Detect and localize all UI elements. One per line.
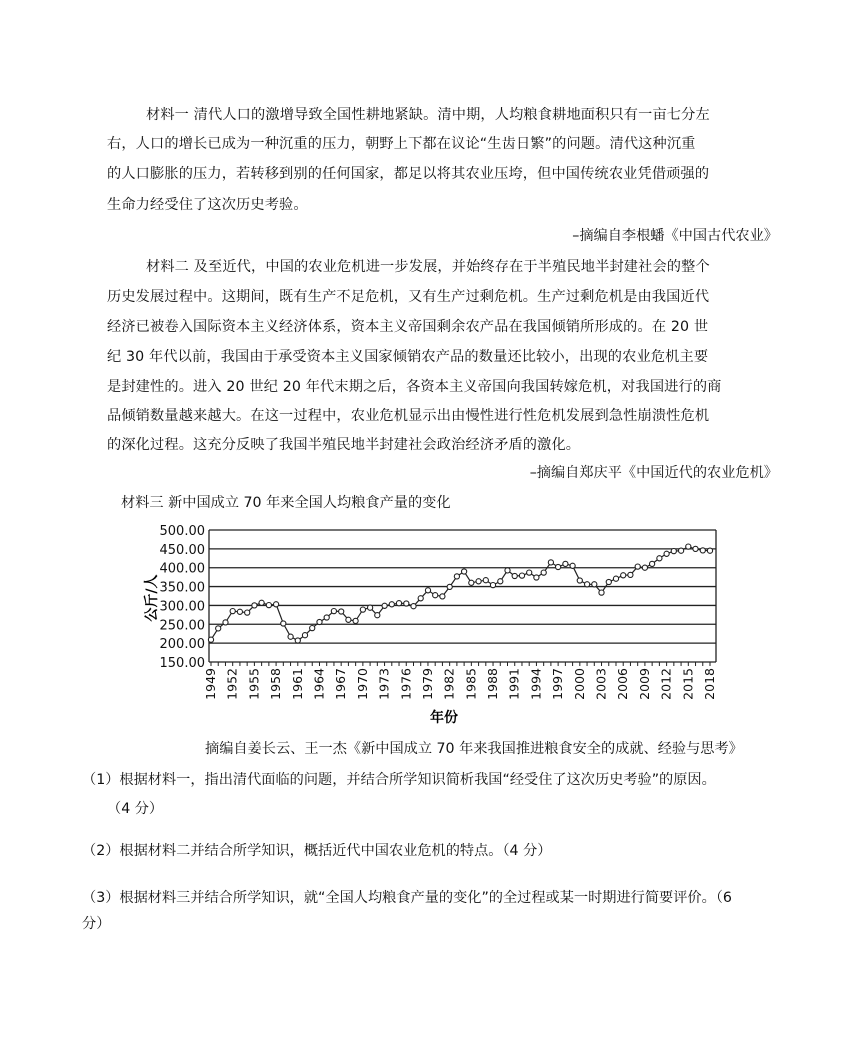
chart-point xyxy=(476,579,481,584)
chart-xtick-label: 2018 xyxy=(702,668,717,700)
chart-ytick-label: 200.00 xyxy=(159,637,205,653)
chart-point xyxy=(346,617,351,622)
chart-point xyxy=(628,572,633,577)
chart-point xyxy=(208,637,213,642)
chart-point xyxy=(353,618,358,623)
question-3: （3）根据材料三并结合所学知识，就“全国人均粮食产量的变化”的全过程或某一时期进行简要评价。（6 xyxy=(82,890,732,906)
question-2: （2）根据材料二并结合所学知识，概括近代中国农业危机的特点。（4 分） xyxy=(82,843,552,859)
chart-xtick-label: 2006 xyxy=(615,668,631,700)
material-2-line-5: 是封建性的。进入 20 世纪 20 年代末期之后，各资本主义帝国向我国转嫁危机，对我国进行的商 xyxy=(107,379,722,395)
chart-point xyxy=(541,570,546,575)
chart-ytick-label: 450.00 xyxy=(159,542,205,558)
chart-point xyxy=(519,573,524,578)
chart-point xyxy=(483,578,488,583)
chart-point xyxy=(454,574,459,579)
chart-xtick-label: 1982 xyxy=(441,668,457,700)
chart-point xyxy=(237,609,242,614)
chart-point xyxy=(657,556,662,561)
chart-xtick-label: 2003 xyxy=(593,668,609,700)
chart-point xyxy=(216,626,221,631)
material-1-source: –摘编自李根蟠《中国古代农业》 xyxy=(572,228,778,244)
chart-xtick-label: 1973 xyxy=(376,668,392,700)
chart-point xyxy=(621,573,626,578)
material-2-line-4: 纪 30 年代以前，我国由于承受资本主义国家倾销农产品的数量还比较小，出现的农业危机主要 xyxy=(107,349,709,365)
question-1: （1）根据材料一，指出清代面临的问题，并结合所学知识简析我国“经受住了这次历史考验”的原因。 xyxy=(82,772,716,788)
material-1-line-4: 生命力经受住了这次历史考验。 xyxy=(107,197,308,213)
chart-point xyxy=(382,603,387,608)
material-3-title: 材料三 新中国成立 70 年来全国人均粮食产量的变化 xyxy=(121,495,451,511)
chart-point xyxy=(396,601,401,606)
chart-xtick-label: 2009 xyxy=(636,668,652,700)
chart-xtick-label: 1991 xyxy=(506,668,522,700)
chart-point xyxy=(613,576,618,581)
material-1-line-1: 材料一 清代人口的激增导致全国性耕地紧缺。清中期，人均粮食耕地面积只有一亩七分左 xyxy=(146,107,710,123)
chart-point xyxy=(671,549,676,554)
chart-point xyxy=(389,602,394,607)
chart-point xyxy=(310,626,315,631)
chart-ytick-label: 150.00 xyxy=(159,656,205,671)
chart-point xyxy=(534,575,539,580)
chart-xtick-label: 1952 xyxy=(224,668,240,700)
material-2-line-3: 经济已被卷入国际资本主义经济体系，资本主义帝国剩余农产品在我国倾销所形成的。在 20 世 xyxy=(107,319,709,335)
chart-point xyxy=(425,588,430,593)
material-3-source: 摘编自姜长云、王一杰《新中国成立 70 年来我国推进粮食安全的成就、经验与思考》 xyxy=(205,741,743,757)
chart-point xyxy=(288,634,293,639)
chart-point xyxy=(548,560,553,565)
chart-point xyxy=(490,583,495,588)
chart-ytick-label: 350.00 xyxy=(159,580,205,596)
chart-point xyxy=(577,578,582,583)
chart-xtick-label: 1985 xyxy=(463,668,479,700)
chart-point xyxy=(693,546,698,551)
chart-point xyxy=(707,548,712,553)
chart-point xyxy=(433,593,438,598)
material-2-line-7: 的深化过程。这充分反映了我国半殖民地半封建社会政治经济矛盾的激化。 xyxy=(107,437,581,453)
chart-xtick-label: 1964 xyxy=(311,668,327,700)
chart-xtick-label: 1994 xyxy=(528,668,544,700)
chart-point xyxy=(339,609,344,614)
chart-ytick-label: 500.00 xyxy=(159,524,205,539)
chart-ytick-label: 250.00 xyxy=(159,618,205,634)
chart-xtick-label: 1961 xyxy=(289,668,305,700)
material-2-line-6: 品倾销数量越来越大。在这一过程中，农业危机显示出由慢性进行性危机发展到急性崩溃性危机 xyxy=(107,408,710,424)
chart-point xyxy=(331,609,336,614)
chart-point xyxy=(259,600,264,605)
chart-xtick-label: 2012 xyxy=(658,668,674,700)
chart-point xyxy=(664,551,669,556)
grain-chart xyxy=(144,516,720,734)
chart-xtick-label: 1967 xyxy=(333,668,349,700)
chart-point xyxy=(686,544,691,549)
chart-point xyxy=(317,619,322,624)
chart-point xyxy=(223,620,228,625)
material-1-line-2: 右，人口的增长已成为一种沉重的压力，朝野上下都在议论“生齿日繁”的问题。清代这种沉重 xyxy=(107,136,696,152)
chart-point xyxy=(592,582,597,587)
chart-point xyxy=(606,579,611,584)
chart-point xyxy=(375,613,380,618)
chart-point xyxy=(512,573,517,578)
chart-point xyxy=(556,564,561,569)
chart-point xyxy=(700,548,705,553)
chart-point xyxy=(650,561,655,566)
chart-xtick-label: 1955 xyxy=(246,668,262,700)
chart-point xyxy=(295,638,300,643)
chart-point xyxy=(266,603,271,608)
chart-point xyxy=(281,621,286,626)
chart-point xyxy=(252,603,257,608)
chart-point xyxy=(599,590,604,595)
material-2-source: –摘编自郑庆平《中国近代的农业危机》 xyxy=(529,465,778,481)
chart-point xyxy=(230,609,235,614)
chart-point xyxy=(498,579,503,584)
chart-xlabel: 年份 xyxy=(430,710,458,726)
chart-ytick-label: 300.00 xyxy=(159,599,205,615)
chart-xtick-label: 1979 xyxy=(419,668,435,700)
chart-point xyxy=(642,565,647,570)
chart-ylabel: 公斤/人 xyxy=(144,574,160,622)
chart-point xyxy=(418,596,423,601)
question-3-cont: 分） xyxy=(82,916,111,932)
chart-point xyxy=(324,615,329,620)
chart-point xyxy=(302,633,307,638)
chart-point xyxy=(505,568,510,573)
chart-point xyxy=(585,582,590,587)
chart-series-line xyxy=(211,547,710,641)
material-2-line-2: 历史发展过程中。这期间，既有生产不足危机，又有生产过剩危机。生产过剩危机是由我国近代 xyxy=(107,289,710,305)
chart-point xyxy=(527,570,532,575)
chart-point xyxy=(635,564,640,569)
chart-point xyxy=(368,605,373,610)
chart-ytick-label: 400.00 xyxy=(159,561,205,577)
chart-xtick-label: 1997 xyxy=(550,668,566,700)
chart-point xyxy=(360,607,365,612)
chart-xtick-label: 1958 xyxy=(268,668,284,700)
chart-point xyxy=(440,594,445,599)
chart-xtick-label: 1976 xyxy=(398,668,414,700)
chart-point xyxy=(404,601,409,606)
chart-point xyxy=(462,569,467,574)
chart-xtick-label: 2000 xyxy=(571,668,587,700)
material-2-line-1: 材料二 及至近代，中国的农业危机进一步发展，并始终存在于半殖民地半封建社会的整个 xyxy=(146,259,710,275)
chart-point xyxy=(679,548,684,553)
chart-point xyxy=(245,610,250,615)
chart-point xyxy=(411,604,416,609)
chart-point xyxy=(447,584,452,589)
chart-point xyxy=(563,561,568,566)
chart-point xyxy=(274,602,279,607)
question-1-cont: （4 分） xyxy=(107,801,164,817)
chart-point xyxy=(570,563,575,568)
chart-xtick-label: 1988 xyxy=(485,668,501,700)
material-1-line-3: 的人口膨胀的压力，若转移到别的任何国家，都足以将其农业压垮，但中国传统农业凭借顽强的 xyxy=(107,166,710,182)
chart-xtick-label: 1970 xyxy=(354,668,370,700)
chart-point xyxy=(469,580,474,585)
chart-xtick-label: 1949 xyxy=(203,668,218,700)
chart-xtick-label: 2015 xyxy=(680,668,696,700)
